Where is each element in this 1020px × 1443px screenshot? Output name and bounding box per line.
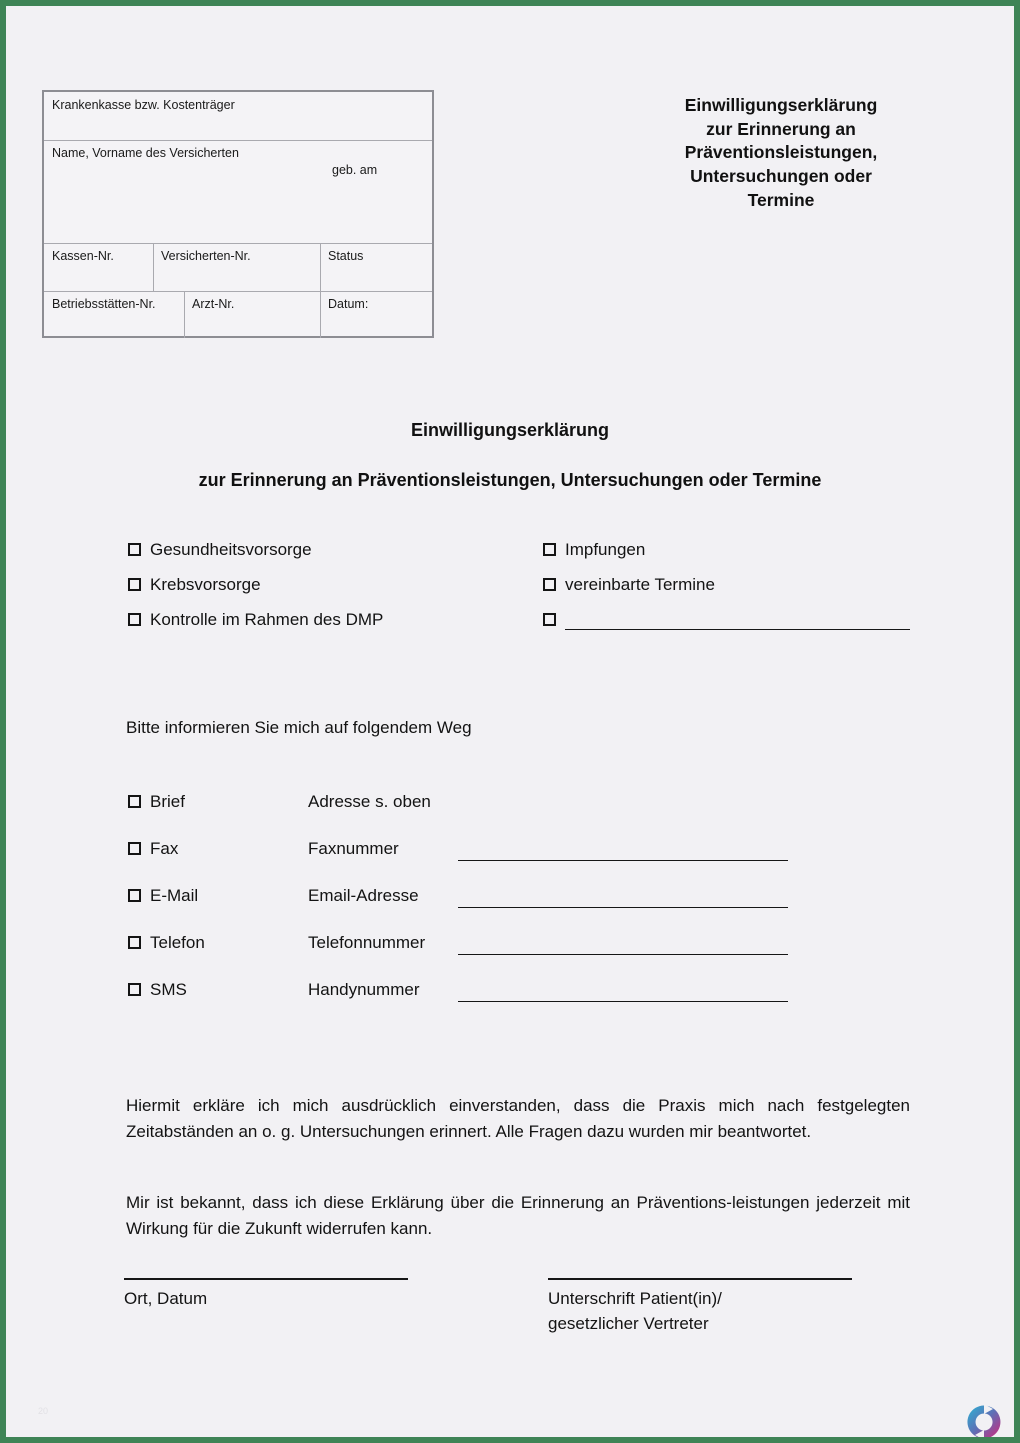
topic-row (128, 540, 928, 575)
checkbox-icon[interactable] (128, 543, 141, 556)
topic-option-right[interactable] (543, 610, 910, 630)
declaration-paragraph-1: Hiermit erkläre ich mich ausdrücklich einverstanden, dass die Praxis mich nach festgelegten Zeitabständen an o. g. Untersuchungen erinnert. Alle Fragen dazu wurden mir beantwortet. (126, 1096, 910, 1141)
field-status-label: Status (328, 249, 364, 263)
topic-row (128, 575, 928, 610)
contact-method-row (128, 933, 928, 980)
contact-method-label: Fax (150, 839, 179, 858)
signature-patient (548, 1278, 852, 1336)
checkbox-icon[interactable] (128, 795, 141, 808)
checkbox-icon[interactable] (128, 613, 141, 626)
signature-line-place-date[interactable] (124, 1278, 408, 1280)
checkbox-icon[interactable] (128, 983, 141, 996)
contact-method-row (128, 886, 928, 933)
contact-method-option[interactable] (128, 933, 205, 953)
checkbox-icon[interactable] (128, 936, 141, 949)
circular-swirl-logo (964, 1402, 1004, 1442)
form-title-line-3: Präventionsleistungen, (684, 142, 878, 163)
form-title-line-5: Termine (747, 189, 815, 210)
signature-label-patient-line2: gesetzlicher Vertreter (548, 1313, 709, 1333)
topic-option-left[interactable] (128, 610, 383, 630)
contact-method-option[interactable] (128, 839, 178, 859)
field-krankenkasse-label: Krankenkasse bzw. Kostenträger (52, 98, 235, 112)
contact-method-row (128, 792, 928, 839)
topic-option-left-label: Krebsvorsorge (150, 575, 261, 594)
contact-method-label: SMS (150, 980, 187, 999)
topic-option-right[interactable] (543, 575, 715, 595)
page-subtitle: zur Erinnerung an Präventionsleistungen, Untersuchungen oder Termine (198, 470, 822, 490)
field-versicherten-nr-label: Versicherten-Nr. (161, 249, 251, 263)
signature-label-place-date: Ort, Datum (124, 1289, 208, 1308)
signature-label-patient-line1: Unterschrift Patient(in)/ (548, 1289, 722, 1308)
contact-field-label: Email-Adresse (308, 886, 419, 905)
checkbox-icon[interactable] (543, 613, 556, 626)
checkbox-icon[interactable] (543, 578, 556, 591)
checkbox-icon[interactable] (128, 889, 141, 902)
contact-method-label: E-Mail (150, 886, 199, 905)
page-title: Einwilligungserklärung (410, 420, 610, 440)
form-title-line-4: Untersuchungen oder (690, 165, 872, 186)
topic-option-left[interactable] (128, 575, 261, 595)
insurance-header-table (42, 90, 434, 338)
field-name-label: Name, Vorname des Versicherten (52, 146, 239, 160)
form-title-line-2: zur Erinnerung an (706, 118, 856, 139)
contact-field-label: Handynummer (308, 980, 420, 999)
checkbox-icon[interactable] (128, 578, 141, 591)
form-title-block (626, 94, 936, 212)
contact-method-option[interactable] (128, 792, 185, 812)
field-arzt-nr-label: Arzt-Nr. (192, 297, 235, 311)
page-sheet (6, 6, 1014, 1437)
contact-method-label: Telefon (150, 933, 205, 952)
contact-method-row (128, 980, 928, 1027)
declaration-paragraph-2: Mir ist bekannt, dass ich diese Erklärung über die Erinnerung an Präventions-leistungen jederzeit mit Wirkung für die Zukunft widerrufen kann. (126, 1193, 910, 1238)
topic-row (128, 610, 928, 645)
contact-field-input-line[interactable] (458, 907, 788, 908)
topic-option-right[interactable] (543, 540, 645, 560)
contact-field-input-line[interactable] (458, 1001, 788, 1002)
page-number: 20 (38, 1406, 49, 1416)
contact-field-label: Faxnummer (308, 839, 399, 858)
topic-option-left[interactable] (128, 540, 312, 560)
contact-method-row (128, 839, 928, 886)
checkbox-icon[interactable] (128, 842, 141, 855)
field-datum-label: Datum: (328, 297, 369, 311)
form-title-line-1: Einwilligungserklärung (684, 95, 878, 115)
topic-option-left-label: Gesundheitsvorsorge (150, 540, 312, 559)
topic-option-right-label: Impfungen (565, 540, 646, 559)
signature-line-patient[interactable] (548, 1278, 852, 1280)
contact-method-label: Brief (150, 792, 185, 811)
field-betriebsstaetten-nr-label: Betriebsstätten-Nr. (52, 297, 156, 311)
contact-field-label: Adresse s. oben (308, 792, 431, 811)
checkbox-icon[interactable] (543, 543, 556, 556)
topic-option-right-label: vereinbarte Termine (565, 575, 715, 594)
topic-checkbox-group (128, 540, 928, 645)
contact-field-label: Telefonnummer (308, 933, 426, 952)
contact-method-group (128, 792, 928, 1027)
topic-option-left-label: Kontrolle im Rahmen des DMP (150, 610, 384, 629)
signature-place-date (124, 1278, 408, 1312)
inform-prompt: Bitte informieren Sie mich auf folgendem Weg (126, 718, 472, 737)
contact-field-input-line[interactable] (458, 954, 788, 955)
contact-method-option[interactable] (128, 980, 187, 1000)
contact-field-input-line[interactable] (458, 860, 788, 861)
field-kassen-nr-label: Kassen-Nr. (52, 249, 114, 263)
contact-method-option[interactable] (128, 886, 198, 906)
field-geburtsdatum-label: geb. am (332, 163, 378, 177)
topic-write-in-line[interactable] (565, 616, 910, 630)
